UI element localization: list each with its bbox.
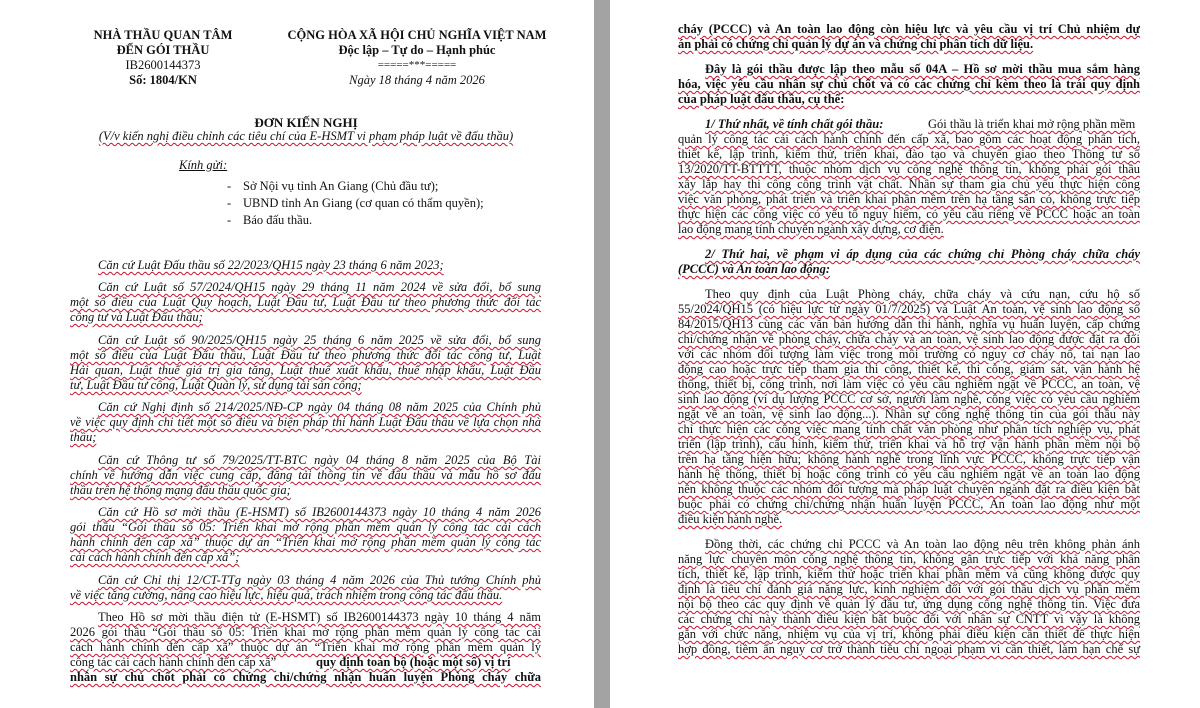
legal-basis-line: gói thầu “Gói thầu số 05: Triển khai mở rộng phần mềm quản lý công tác cải cách <box>70 520 541 534</box>
body-line: Theo quy định của Luật Phòng cháy, chữa cháy và cứu nạn, cứu hộ số <box>705 287 1140 301</box>
body-line-bold: của pháp luật đấu thầu, cụ thể: <box>678 92 845 106</box>
body-line: ngặt về an toàn, vệ sinh lao động...). Nhân sự công nghệ thông tin của gói thầu này <box>678 407 1140 421</box>
body-line-bold: nhân sự chủ chốt phải có chứng chỉ/chứng nhận huấn luyện Phòng cháy chữa <box>70 670 541 684</box>
body-line-bold: án phải có chứng chỉ quản lý dự án và chứng chỉ phân tích dữ liệu. <box>678 37 1034 51</box>
page-gap <box>594 0 610 708</box>
body-line: Đồng thời, các chứng chỉ PCCC và An toàn lao động nêu trên không phản ánh <box>705 537 1140 551</box>
legal-basis-line: Căn cứ Nghị định số 214/2025/NĐ-CP ngày 04 tháng 08 năm 2025 của Chính phủ <box>98 400 541 414</box>
body-line: nội bộ theo các quy định về quản lý đầu tư, ứng dụng công nghệ thông tin. Việc đưa <box>678 597 1140 611</box>
legal-basis-line: công tư và Luật Đấu thầu; <box>70 310 203 324</box>
legal-basis-line: Căn cứ Luật Đấu thầu số 22/2023/QH15 ngày 23 tháng 6 năm 2023; <box>98 258 444 272</box>
body-line: thiết kế, lập trình, kiểm thử, triển khai, đào tạo và chuyển giao theo Thông tư số <box>678 147 1140 161</box>
legal-basis-line: thầu; <box>70 430 97 444</box>
contractor-name-line1: NHÀ THẦU QUAN TÂM <box>93 28 233 42</box>
legal-basis-line: Hải quan, Luật thuế giá trị gia tăng, Luật thuế xuất khẩu, thuế nhập khẩu, Luật Đầu <box>70 363 541 377</box>
body-line: trên hạ tầng hiện hữu; không hành nghề trong lĩnh vực PCCC, không trực tiếp vận <box>678 452 1140 466</box>
legal-basis-line: chính về hướng dẫn việc cung cấp, đăng tải thông tin về đấu thầu và mẫu hồ sơ đấu <box>70 468 541 482</box>
national-motto: Độc lập – Tự do – Hạnh phúc <box>338 43 496 57</box>
recipient-3: Báo đấu thầu. <box>243 213 313 227</box>
recipient-bullet-1: - <box>227 179 232 193</box>
legal-basis-line: một số điều của Luật Đấu thầu, Luật Đầu tư theo phương thức đối tác công tư, Luật <box>70 348 541 362</box>
body-line: chỉ thực hiện các công việc mang tính chất văn phòng như phân tích nghiệp vụ, phát <box>678 422 1140 436</box>
legal-basis-line: một số điều của Luật Quy hoạch, Luật Đầu tư, Luật Đầu tư theo phương thức đối tác <box>70 295 541 309</box>
contractor-name-line2: ĐẾN GÓI THẦU <box>116 43 210 57</box>
motto-separator: =====***===== <box>377 59 457 71</box>
recipient-2: UBND tỉnh An Giang (cơ quan có thẩm quyền); <box>243 196 484 210</box>
legal-basis-line: thầu trên hệ thống mạng đấu thầu quốc gia; <box>70 483 291 497</box>
document-title: ĐƠN KIẾN NGHỊ <box>254 115 358 130</box>
legal-basis-line: hành chính đến cấp xã” thuộc dự án “Triển khai mở rộng phần mềm quản lý công tác <box>70 535 541 549</box>
body-line: sinh lao động (ví dụ lượng PCCC cơ sở, người làm nghề, công việc có yêu cầu nghiêm <box>678 392 1140 406</box>
legal-basis-line: tư, Luật Đầu tư công, Luật Quản lý, sử dụng tài sản công; <box>70 378 362 392</box>
document-number: Số: 1804/KN <box>129 73 197 87</box>
body-line: triển (lập trình), cấu hình, kiểm thử, triển khai và hỗ trợ vận hành phần mềm nội bộ <box>678 437 1140 451</box>
national-title: CỘNG HÒA XÃ HỘI CHỦ NGHĨA VIỆT NAM <box>287 28 547 42</box>
recipient-1: Sở Nội vụ tỉnh An Giang (Chủ đầu tư); <box>243 179 439 193</box>
body-line: hành hệ thống, thiết bị hoặc công trình có yêu cầu nghiêm ngặt về an toàn lao động <box>678 467 1140 481</box>
body-line: Theo Hồ sơ mời thầu điện tử (E-HSMT) số IB2600144373 ngày 10 tháng 4 năm <box>98 610 541 624</box>
body-line: công tác cải cách hành chính đến cấp xã” <box>70 655 277 669</box>
body-line: chỉ/chứng nhận về phòng cháy, chữa cháy và an toàn, vệ sinh lao động được đặt ra đối <box>678 332 1140 346</box>
body-line: thống, thiết bị, công trình, nơi làm việc có yêu cầu nghiêm ngặt về PCCC, an toàn, vệ <box>678 377 1140 391</box>
body-line: quản lý công tác cải cách hành chính đến cấp xã, bao gồm các hoạt động phân tích, <box>678 132 1140 146</box>
body-line: 55/2024/QH15 (có hiệu lực từ ngày 01/7/2025) và Luật An toàn, vệ sinh lao động số <box>678 302 1140 316</box>
body-line: tích, thiết kế, lập trình, kiểm thử hoặc triển khai phần mềm và cũng không được quy <box>678 567 1140 581</box>
legal-basis-line: Căn cứ Thông tư số 79/2025/TT-BTC ngày 04 tháng 8 năm 2025 của Bộ Tài <box>98 453 541 467</box>
body-line: 2026 gói thầu “Gói thầu số 05: Triển khai mở rộng phần mềm quản lý công tác cải <box>70 625 541 639</box>
document-page-right <box>610 0 1200 708</box>
section-2-heading: 2/ Thứ hai, về phạm vi áp dụng của các chứng chỉ Phòng cháy chữa cháy <box>705 247 1140 261</box>
section-1-heading: 1/ Thứ nhất, về tính chất gói thầu: <box>705 117 884 131</box>
body-line-bold: cháy (PCCC) và An toàn lao động còn hiệu lực và yêu cầu vị trí Chủ nhiệm dự <box>678 22 1140 36</box>
document-page-left <box>0 0 594 708</box>
body-line: với các nhóm đối tượng làm việc trong môi trường có nguy cơ cháy nổ, tai nạn lao <box>678 347 1140 361</box>
kinh-gui-label: Kính gửi: <box>179 158 228 172</box>
body-line: 13/2020/TT-BTTTT, thuộc nhóm dịch vụ công nghệ thông tin, không phải gói thầu <box>678 162 1140 176</box>
package-code: IB2600144373 <box>125 58 201 72</box>
body-line-bold: Đây là gói thầu được lập theo mẫu số 04A – Hồ sơ mời thầu mua sắm hàng <box>705 62 1140 76</box>
body-line: điều kiện hành nghề. <box>678 512 783 526</box>
body-line: động cao hoặc trực tiếp tham gia thi công, thiết kế, thi công, giám sát, vận hành hệ <box>678 362 1140 376</box>
recipient-bullet-3: - <box>227 213 232 227</box>
legal-basis-line: cải cách hành chính đến cấp xã”; <box>70 550 240 564</box>
body-line: các chứng chỉ này thành điều kiện bắt buộc đối với nhân sự CNTT vì vậy là không <box>678 612 1140 626</box>
body-line: thực hiện các công việc có yếu tố nguy hiểm, có yêu cầu riêng về PCCC hoặc an toàn <box>678 207 1140 221</box>
body-line: việc văn phòng, phát triển và triển khai phần mềm trên hạ tầng sẵn có, không trực tiếp <box>678 192 1140 206</box>
body-line: 84/2015/QH13 cùng các văn bản hướng dẫn thi hành, nghĩa vụ huấn luyện, cấp chứng <box>678 317 1140 331</box>
legal-basis-line: về việc tăng cường, nâng cao hiệu lực, hiệu quả, trách nhiệm trong công tác đấu thầu. <box>70 588 503 602</box>
body-line: Gói thầu là triển khai mở rộng phần mềm <box>928 117 1136 131</box>
legal-basis-line: về việc quy định chi tiết một số điều và biện pháp thi hành Luật Đấu thầu về lựa chọn nhà <box>70 415 541 429</box>
legal-basis-line: Căn cứ Luật số 57/2024/QH15 ngày 29 tháng 11 năm 2024 về sửa đổi, bổ sung <box>98 280 541 294</box>
document-subtitle: (V/v kiến nghị điều chỉnh các tiêu chí của E-HSMT vi phạm pháp luật về đấu thầu) <box>98 129 514 143</box>
body-line-bold: quy định toàn bộ (hoặc một số) vị trí <box>316 655 511 669</box>
body-line: nên không thuộc các nhóm đối tượng mà pháp luật chuyên ngành đặt ra điều kiện bắt <box>678 482 1140 496</box>
document-date: Ngày 18 tháng 4 năm 2026 <box>349 73 485 87</box>
body-line-bold: hóa, việc yêu cầu nhân sự chủ chốt và có các chứng chỉ kèm theo là trái quy định <box>678 77 1140 91</box>
body-line: cách hành chính đến cấp xã” thuộc dự án “Triển khai mở rộng phần mềm quản lý <box>70 640 541 654</box>
recipient-bullet-2: - <box>227 196 232 210</box>
legal-basis-line: Căn cứ Luật số 90/2025/QH15 ngày 25 tháng 6 năm 2025 về sửa đổi, bổ sung <box>98 333 541 347</box>
section-2-heading: (PCCC) và An toàn lao động: <box>678 262 830 276</box>
legal-basis-line: Căn cứ Hồ sơ mời thầu (E-HSMT) số IB2600144373 ngày 10 tháng 4 năm 2026 <box>98 505 541 519</box>
body-line: hợp đồng, tiềm ẩn nguy cơ trở thành tiêu chí ngoại phạm vi cần thiết, làm hạn chế sự <box>678 642 1140 656</box>
body-line: năng lực chuyên môn công nghệ thông tin, không gắn trực tiếp với khả năng phân <box>678 552 1140 566</box>
legal-basis-line: Căn cứ Chỉ thị 12/CT-TTg ngày 03 tháng 4 năm 2026 của Thủ tướng Chính phủ <box>98 573 541 587</box>
body-line: xây lắp hay thi công công trình vật chất. Nhân sự tham gia chủ yếu thực hiện công <box>678 177 1140 191</box>
body-line: gắn với chức năng, nhiệm vụ của vị trí, không phải điều kiện cần thiết để thực hiện <box>678 627 1140 641</box>
body-line: buộc phải có chứng chỉ/chứng nhận huấn luyện PCCC, An toàn lao động như một <box>678 497 1140 511</box>
body-line: lao động mang tính chuyên ngành xây dựng, cơ điện. <box>678 222 944 236</box>
body-line: định là tiêu chí đánh giá năng lực, kinh nghiệm đối với gói thầu dịch vụ phần mềm <box>678 582 1140 596</box>
